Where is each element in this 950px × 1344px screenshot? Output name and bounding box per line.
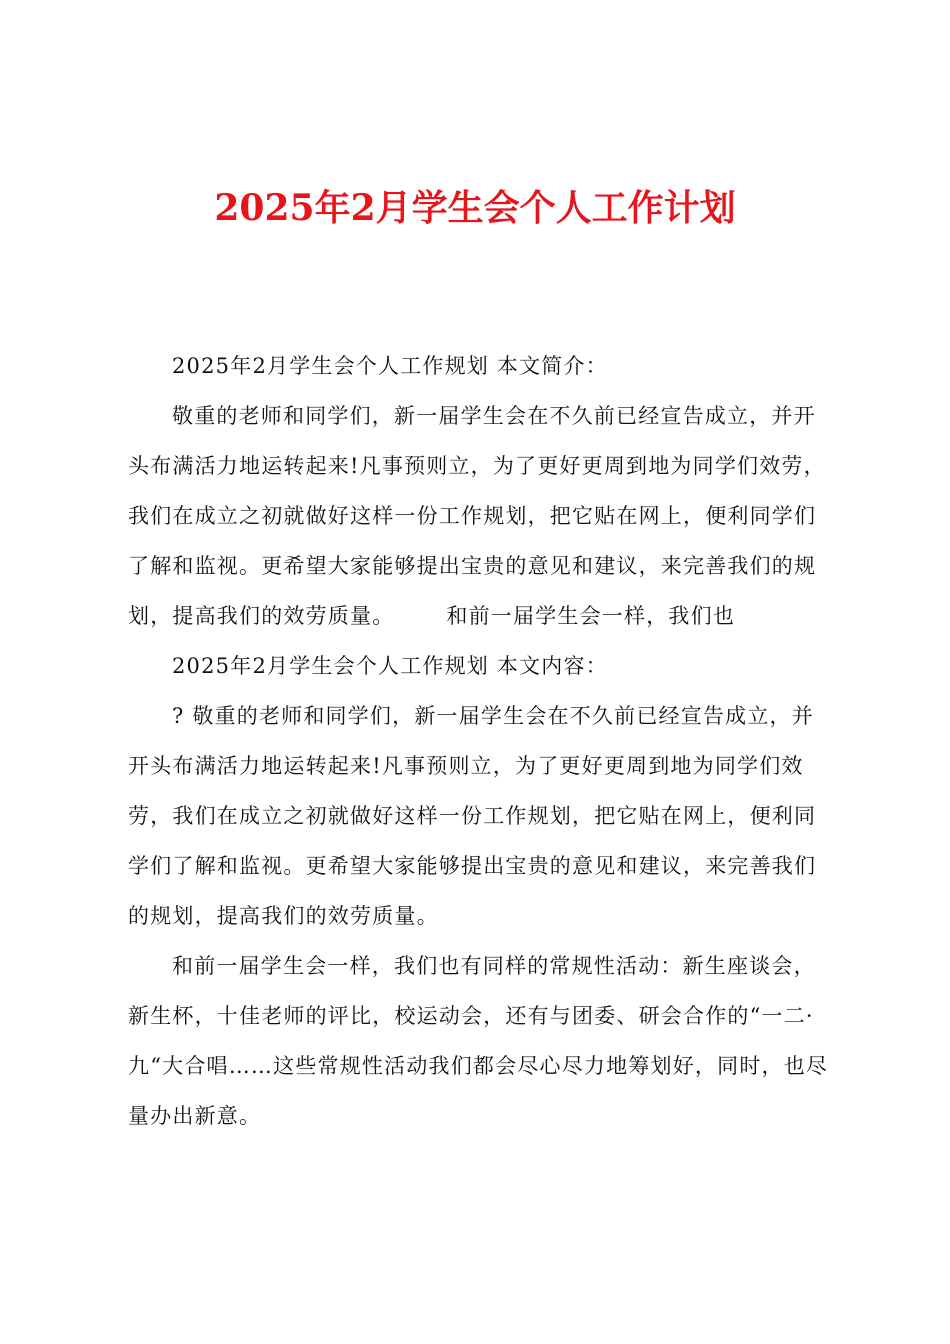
document-body — [128, 341, 834, 1141]
document-title: 2025年2月学生会个人工作计划 — [214, 187, 736, 229]
summary-paragraph — [128, 391, 834, 641]
content-heading: 2025年2月学生会个人工作规划 本文内容： — [172, 654, 608, 678]
content-paragraph-1: ? 敬重的老师和同学们，新一届学生会在不久前已经宣告成立，并开头布满活力地运转起来!凡事预则立，为了更好更周到地为同学们效劳，我们在成立之初就做好这样一份工作规划，把它贴在网上，便利同学们了解和监视。更希望大家能够提出宝贵的意见和建议，来完善我们的规划，提高我们的效劳质量。 — [128, 704, 817, 928]
summary-heading: 2025年2月学生会个人工作规划 本文简介： — [172, 354, 608, 378]
content-paragraph-2: 和前一届学生会一样，我们也有同样的常规性活动：新生座谈会，新生杯，十佳老师的评比，校运动会，还有与团委、研会合作的“一二·九“大合唱……这些常规性活动我们都会尽心尽力地筹划好，同时，也尽量办出新意。 — [128, 954, 829, 1128]
summary-text-part2: 和前一届学生会一样，我们也 — [446, 604, 736, 628]
summary-text-part1: 敬重的老师和同学们，新一届学生会在不久前已经宣告成立，并开头布满活力地运转起来!凡事预则立，为了更好更周到地为同学们效劳，我们在成立之初就做好这样一份工作规划，把它贴在网上，便利同学们了解和监视。更希望大家能够提出宝贵的意见和建议，来完善我们的规划，提高我们的效劳质量。 — [128, 404, 826, 628]
